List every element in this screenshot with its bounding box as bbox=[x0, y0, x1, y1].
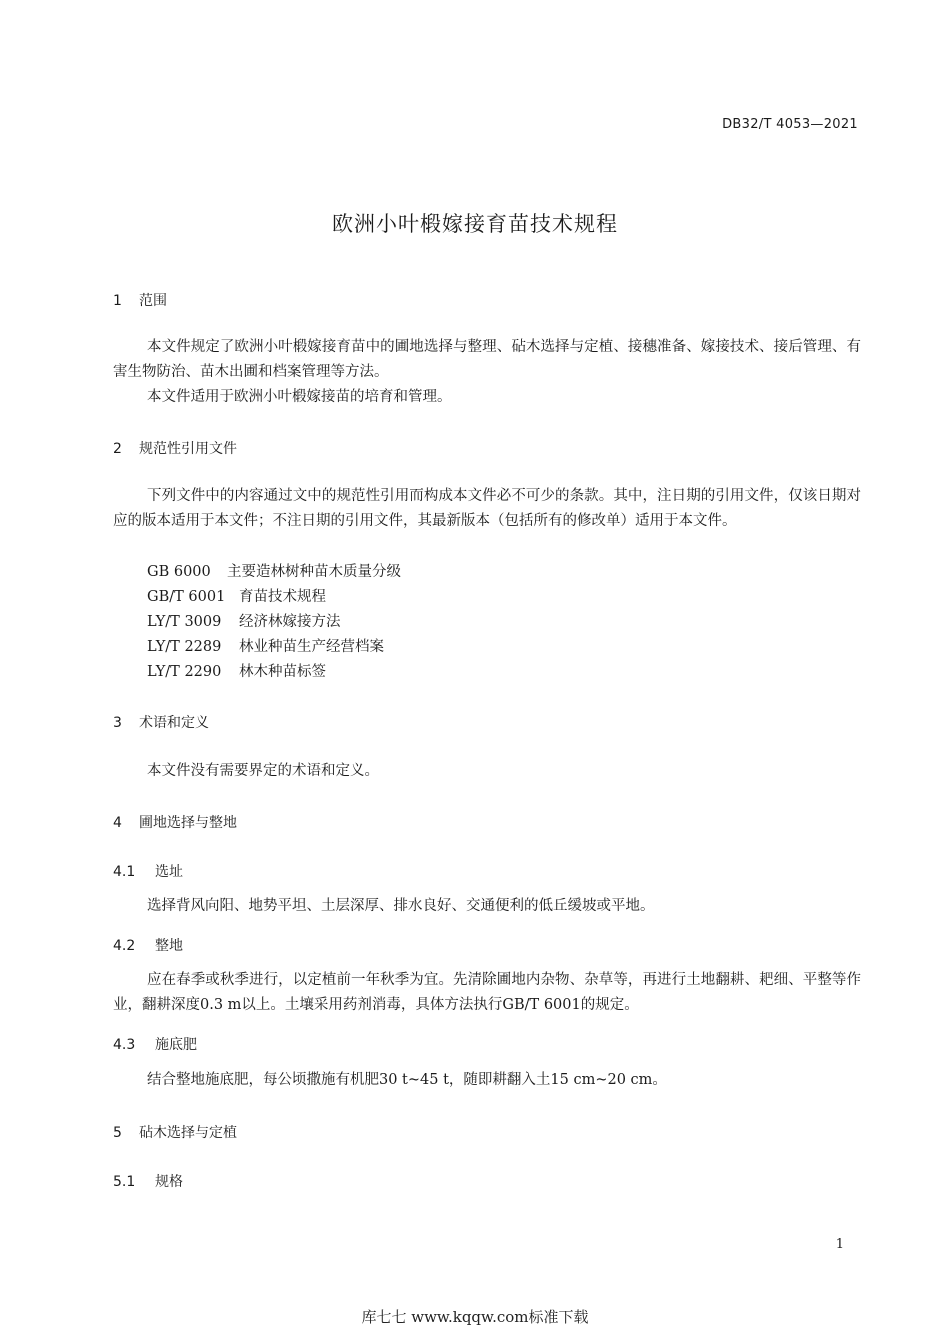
reference-code: GB 6000 bbox=[147, 564, 211, 580]
section-title: 规范性引用文件 bbox=[139, 441, 237, 457]
reference-name: 主要造林树种苗木质量分级 bbox=[227, 564, 401, 580]
paragraph: 应在春季或秋季进行，以定植前一年秋季为宜。先清除圃地内杂物、杂草等，再进行土地翻耕、耙细、平整等作业，翻耕深度0.3 m以上。土壤采用药剂消毒，具体方法执行GB/T 6001的规定。 bbox=[113, 972, 861, 1013]
section-title: 圃地选择与整地 bbox=[139, 815, 237, 831]
document-code: DB32/T 4053—2021 bbox=[722, 117, 858, 132]
subsection-title: 选址 bbox=[155, 864, 183, 880]
paragraph: 本文件规定了欧洲小叶椴嫁接育苗中的圃地选择与整理、砧木选择与定植、接穗准备、嫁接技术、接后管理、有害生物防治、苗木出圃和档案管理等方法。 bbox=[113, 339, 861, 380]
subsection-heading-4-2 bbox=[113, 935, 183, 955]
reference-name: 经济林嫁接方法 bbox=[239, 614, 341, 630]
section-title: 术语和定义 bbox=[139, 715, 209, 731]
subsection-heading-5-1 bbox=[113, 1171, 183, 1191]
paragraph: 本文件适用于欧洲小叶椴嫁接苗的培育和管理。 bbox=[147, 389, 452, 405]
reference-item bbox=[147, 635, 384, 656]
section-title: 范围 bbox=[139, 293, 167, 309]
section-heading-5 bbox=[113, 1122, 237, 1142]
paragraph: 结合整地施底肥，每公顷撒施有机肥30 t~45 t，随即耕翻入土15 cm~20 cm。 bbox=[147, 1072, 667, 1088]
reference-code: GB/T 6001 bbox=[147, 589, 226, 605]
reference-name: 林木种苗标签 bbox=[239, 664, 326, 680]
section-number: 2 bbox=[113, 441, 122, 457]
reference-item bbox=[147, 560, 401, 581]
section-number: 3 bbox=[113, 715, 122, 731]
section-heading-4 bbox=[113, 812, 237, 832]
reference-item bbox=[147, 610, 341, 631]
subsection-number: 4.2 bbox=[113, 938, 136, 954]
subsection-title: 整地 bbox=[155, 938, 183, 954]
subsection-heading-4-1 bbox=[113, 861, 183, 881]
watermark-text: 库七七 www.kqqw.com标准下载 bbox=[361, 1308, 589, 1326]
reference-code: LY/T 3009 bbox=[147, 614, 222, 630]
paragraph: 选择背风向阳、地势平坦、土层深厚、排水良好、交通便利的低丘缓坡或平地。 bbox=[147, 898, 655, 914]
section-number: 1 bbox=[113, 293, 122, 309]
paragraph: 下列文件中的内容通过文中的规范性引用而构成本文件必不可少的条款。其中，注日期的引用文件，仅该日期对应的版本适用于本文件；不注日期的引用文件，其最新版本（包括所有的修改单）适用于本文件。 bbox=[113, 488, 861, 529]
subsection-title: 施底肥 bbox=[155, 1037, 197, 1053]
section-heading-3 bbox=[113, 712, 209, 732]
subsection-number: 5.1 bbox=[113, 1174, 136, 1190]
reference-code: LY/T 2289 bbox=[147, 639, 222, 655]
section-heading-1 bbox=[113, 290, 167, 310]
reference-item bbox=[147, 660, 326, 681]
subsection-number: 4.1 bbox=[113, 864, 136, 880]
subsection-heading-4-3 bbox=[113, 1034, 197, 1054]
section-number: 4 bbox=[113, 815, 122, 831]
paragraph: 本文件没有需要界定的术语和定义。 bbox=[147, 763, 379, 779]
reference-name: 育苗技术规程 bbox=[239, 589, 326, 605]
section-number: 5 bbox=[113, 1125, 122, 1141]
reference-name: 林业种苗生产经营档案 bbox=[239, 639, 384, 655]
reference-code: LY/T 2290 bbox=[147, 664, 222, 680]
section-heading-2 bbox=[113, 438, 237, 458]
reference-item bbox=[147, 585, 326, 606]
subsection-title: 规格 bbox=[155, 1174, 183, 1190]
subsection-number: 4.3 bbox=[113, 1037, 136, 1053]
section-title: 砧木选择与定植 bbox=[139, 1125, 237, 1141]
page-number: 1 bbox=[835, 1237, 844, 1252]
document-title: 欧洲小叶椴嫁接育苗技术规程 bbox=[332, 212, 618, 236]
